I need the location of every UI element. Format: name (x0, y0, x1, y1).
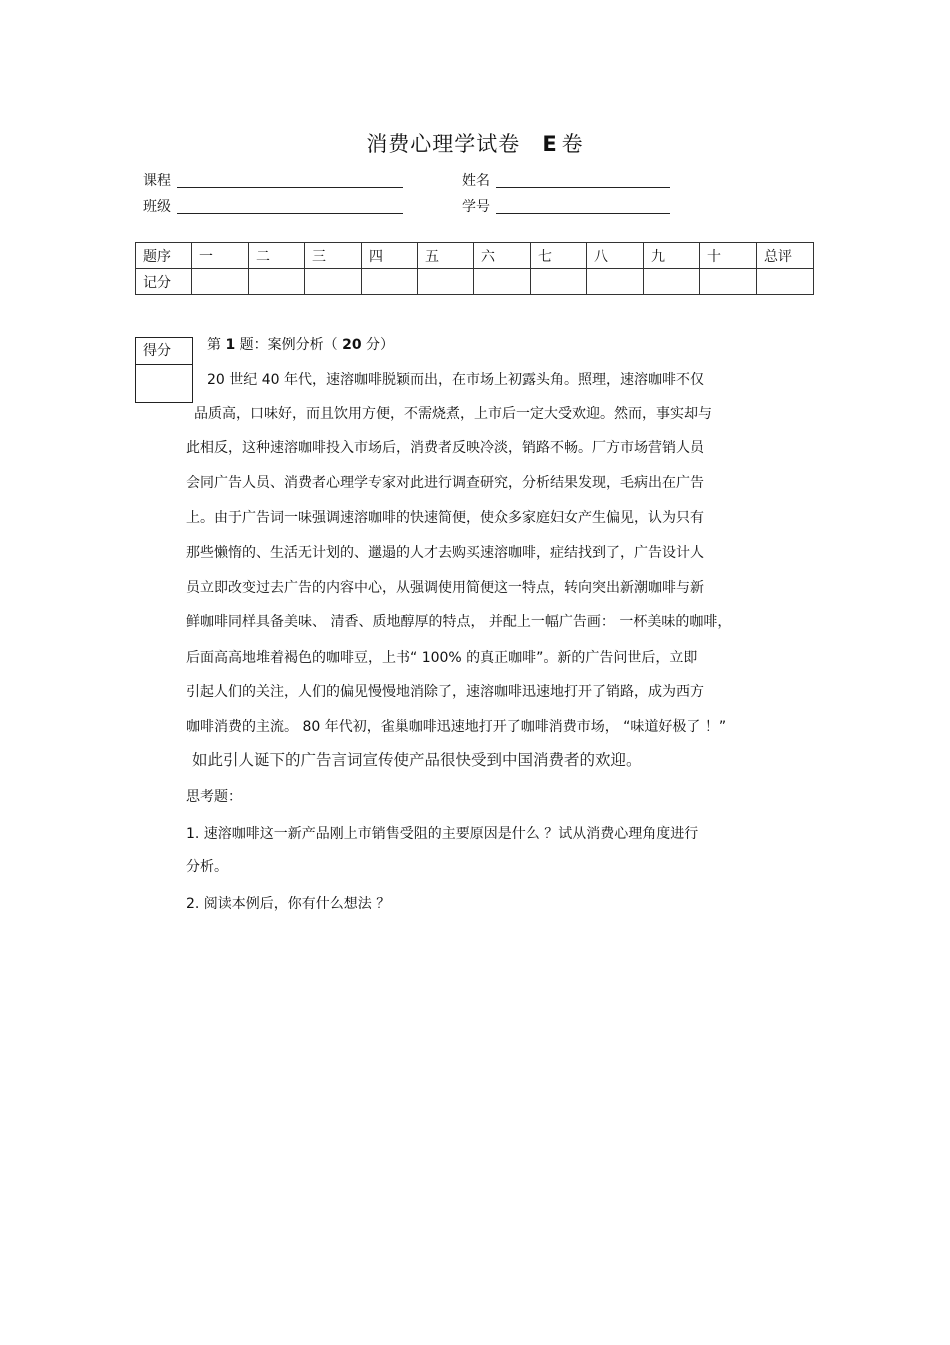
table-header-cell: 二 (249, 243, 305, 269)
class-label: 班级 (143, 199, 171, 215)
score-cell[interactable] (474, 269, 531, 295)
q1-mid: 题：案例分析（ (239, 337, 338, 353)
table-header-cell: 八 (587, 243, 644, 269)
table-header-cell: 三 (305, 243, 362, 269)
score-table (135, 242, 814, 295)
table-header-cell: 七 (531, 243, 587, 269)
table-header-cell: 十 (700, 243, 757, 269)
exam-title-end: 卷 (561, 132, 584, 156)
q1-points: 20 (342, 337, 362, 353)
table-header-cell: 题序 (136, 243, 192, 269)
score-cell[interactable] (531, 269, 587, 295)
score-cell[interactable] (362, 269, 418, 295)
table-header-cell: 九 (644, 243, 700, 269)
score-box-input[interactable] (135, 364, 193, 403)
case-line: 上。由于广告词一味强调速溶咖啡的快速简便，使众多家庭妇女产生偏见，认为只有 (186, 510, 704, 526)
score-cell[interactable] (587, 269, 644, 295)
exam-title-main: 消费心理学试卷 (366, 132, 521, 156)
score-table-score-row (136, 269, 814, 295)
thinking-question-1-cont: 分析。 (186, 859, 228, 875)
score-cell[interactable] (757, 269, 814, 295)
table-header-cell: 四 (362, 243, 418, 269)
name-label: 姓名 (462, 173, 490, 189)
case-line: 鲜咖啡同样具备美味、 清香、质地醇厚的特点， 并配上一幅广告画： 一杯美味的咖啡， (186, 614, 732, 630)
score-cell[interactable] (418, 269, 474, 295)
case-line: 此相反，这种速溶咖啡投入市场后，消费者反映冷淡，销路不畅。厂方市场营销人员 (186, 440, 704, 456)
score-row-label: 记分 (136, 269, 192, 295)
q1-prefix: 第 (207, 337, 221, 353)
score-cell[interactable] (305, 269, 362, 295)
name-field[interactable] (496, 187, 670, 188)
score-table-header-row (136, 243, 814, 269)
score-cell[interactable] (249, 269, 305, 295)
thinking-label: 思考题： (186, 789, 242, 805)
table-header-cell: 六 (474, 243, 531, 269)
score-cell[interactable] (192, 269, 249, 295)
table-header-cell: 五 (418, 243, 474, 269)
class-field[interactable] (177, 213, 403, 214)
case-line: 如此引人诞下的广告言词宣传使产品很快受到中国消费者的欢迎。 (192, 751, 642, 769)
case-line: 引起人们的关注，人们的偏见慢慢地消除了，速溶咖啡迅速地打开了销路，成为西方 (186, 684, 704, 700)
case-line: 那些懒惰的、生活无计划的、邋遢的人才去购买速溶咖啡，症结找到了，广告设计人 (186, 545, 704, 561)
case-line: 会同广告人员、消费者心理学专家对此进行调查研究，分析结果发现，毛病出在广告 (186, 475, 704, 491)
exam-title-suffix: E (542, 132, 558, 156)
student-id-label: 学号 (462, 199, 490, 215)
student-id-field[interactable] (496, 213, 670, 214)
table-header-cell: 一 (192, 243, 249, 269)
case-line: 咖啡消费的主流。 80 年代初，雀巢咖啡迅速地打开了咖啡消费市场， “味道好极了 ！” (186, 719, 727, 735)
case-line: 员立即改变过去广告的内容中心，从强调使用简便这一特点，转向突出新潮咖啡与新 (186, 580, 704, 596)
table-header-cell: 总评 (757, 243, 814, 269)
course-field[interactable] (177, 187, 403, 188)
q1-number: 1 (225, 337, 236, 353)
course-label: 课程 (143, 173, 171, 189)
thinking-question-2: 2. 阅读本例后，你有什么想法 ？ (186, 896, 391, 912)
thinking-question-1: 1. 速溶咖啡这一新产品刚上市销售受阻的主要原因是什么 ？试从消费心理角度进行 (186, 826, 699, 842)
case-line: 后面高高地堆着褐色的咖啡豆，上书“ 100% 的真正咖啡”。新的广告问世后，立即 (186, 650, 698, 666)
score-box-label: 得分 (135, 337, 193, 365)
exam-title (0, 128, 950, 158)
score-cell[interactable] (644, 269, 700, 295)
score-cell[interactable] (700, 269, 757, 295)
case-line: 20 世纪 40 年代，速溶咖啡脱颖而出，在市场上初露头角。照理，速溶咖啡不仅 (207, 372, 704, 388)
case-line: 品质高，口味好，而且饮用方便，不需烧煮，上市后一定大受欢迎。然而，事实却与 (194, 406, 712, 422)
question-1-heading (207, 334, 394, 354)
q1-suffix: 分） (366, 337, 395, 353)
